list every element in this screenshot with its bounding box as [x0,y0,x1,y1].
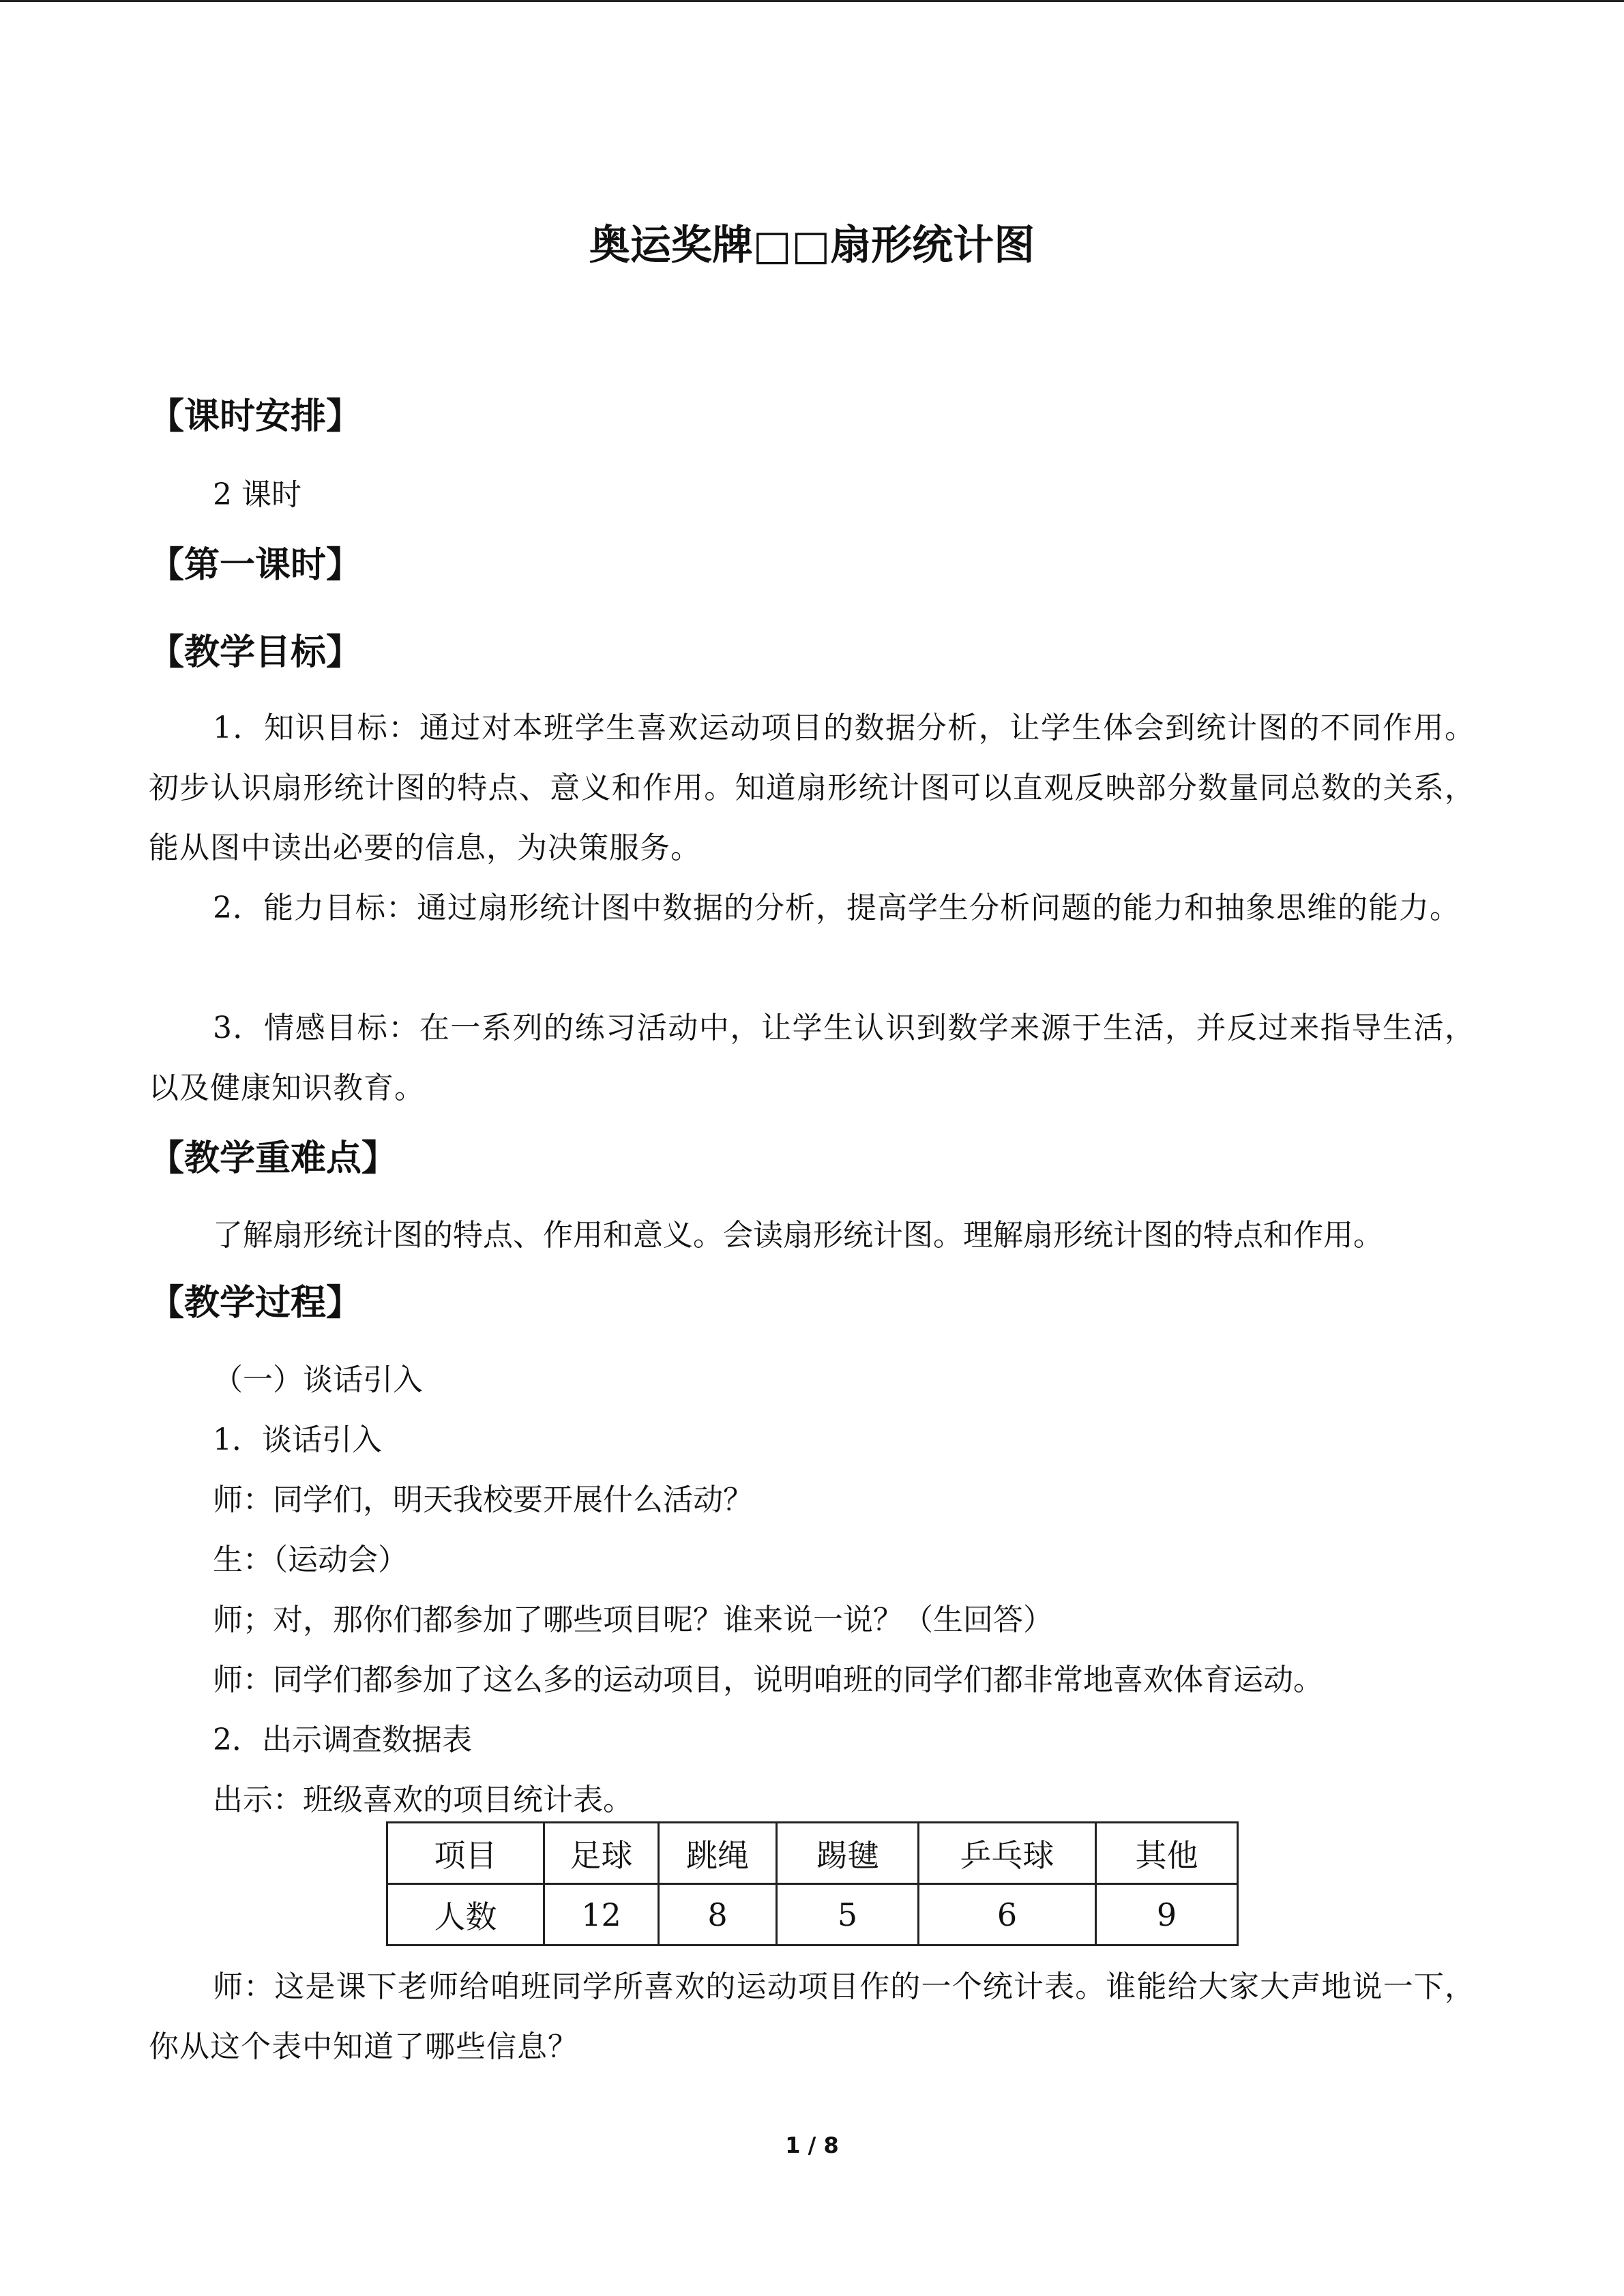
table-header-row [387,1823,1238,1884]
show-table-line: 出示：班级喜欢的项目统计表。 [213,1783,633,1817]
top-border-line [0,0,1624,2]
key-points-text: 了解扇形统计图的特点、作用和意义。会读扇形统计图。理解扇形统计图的特点和作用。 [213,1218,1383,1253]
after-table-paragraph: 师：这是课下老师给咱班同学所喜欢的运动项目作的一个统计表。谁能给大家大声地说一下，你从这个表中知道了哪些信息？ [149,1969,1475,2064]
table-cell: 踢毽 [777,1823,919,1884]
table-row [387,1884,1238,1945]
dialog-line-4: 师：同学们都参加了这么多的运动项目，说明咱班的同学们都非常地喜欢体育运动。 [213,1663,1323,1697]
heading-schedule: 【课时安排】 [149,396,362,437]
table-cell: 6 [919,1884,1096,1945]
document-title: 奥运奖牌□□扇形统计图 [589,222,1035,269]
table-cell: 其他 [1096,1823,1238,1884]
table-cell: 9 [1096,1884,1238,1945]
step-1-label: 1．谈话引入 [213,1422,382,1457]
table-cell: 跳绳 [659,1823,777,1884]
heading-key-points: 【教学重难点】 [149,1137,398,1179]
heading-process: 【教学过程】 [149,1282,362,1324]
sports-stats-table [386,1821,1239,1946]
heading-first-lesson: 【第一课时】 [149,544,362,586]
table-cell: 项目 [387,1823,544,1884]
heading-goals: 【教学目标】 [149,631,362,673]
step-2-label: 2．出示调查数据表 [213,1723,472,1757]
table-cell: 5 [777,1884,919,1945]
goal-ability: 2．能力目标：通过扇形统计图中数据的分析，提高学生分析问题的能力和抽象思维的能力。 [213,891,1460,925]
goal-knowledge: 1．知识目标：通过对本班学生喜欢运动项目的数据分析，让学生体会到统计图的不同作用。初步认识扇形统计图的特点、意义和作用。知道扇形统计图可以直观反映部分数量同总数的关系，能从图中读出必要的信息，为决策服务。 [149,711,1475,865]
dialog-line-1: 师：同学们，明天我校要开展什么活动？ [213,1482,753,1517]
schedule-text: 2 课时 [213,477,301,512]
table-cell: 乒乓球 [919,1823,1096,1884]
table-cell: 12 [544,1884,659,1945]
intro-part-label: （一）谈话引入 [213,1362,423,1397]
table-cell: 人数 [387,1884,544,1945]
goal-emotion: 3．情感目标：在一系列的练习活动中，让学生认识到数学来源于生活，并反过来指导生活，以及健康知识教育。 [149,1011,1475,1105]
dialog-line-3: 师；对，那你们都参加了哪些项目呢？谁来说一说？（生回答） [213,1602,1053,1637]
table-cell: 足球 [544,1823,659,1884]
page-number: 1 / 8 [785,2132,839,2158]
table-cell: 8 [659,1884,777,1945]
dialog-line-2: 生：（运动会） [213,1542,408,1577]
